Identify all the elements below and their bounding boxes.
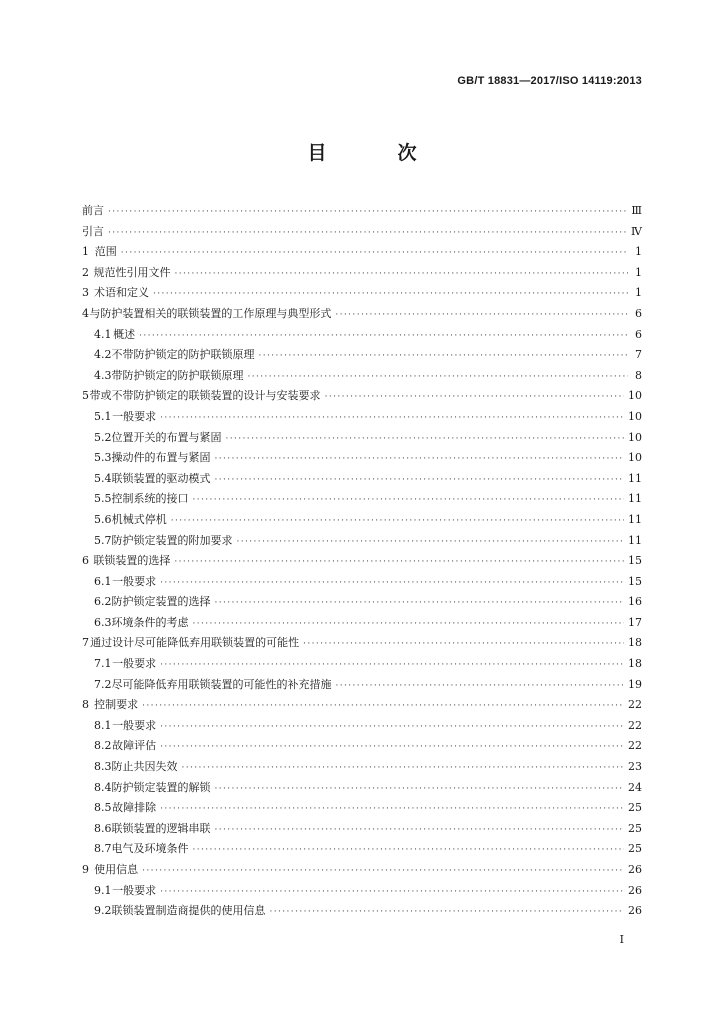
toc-entry-label: 联锁装置的驱动模式 [111,471,211,485]
toc-entry-page: 1 [635,245,642,259]
toc-dot-leader [160,573,624,594]
toc-dot-leader [139,326,628,347]
toc-entry-number: 9 [82,863,89,876]
toc-entry-number: 2 [82,265,89,279]
toc-entry-page: 11 [628,533,642,547]
toc-entry-page: 26 [628,863,642,876]
toc-dot-leader [108,223,627,244]
toc-entry-number: 8.3 [94,760,112,774]
toc-entry[interactable] [82,325,642,346]
toc-entry-page: Ⅲ [631,204,642,217]
toc-entry[interactable] [82,469,642,490]
toc-dot-leader [226,429,625,450]
toc-entry-number: 6.1 [94,574,112,588]
toc-dot-leader [121,243,628,264]
toc-entry-page: 22 [628,698,642,712]
toc-entry-number: 7 [82,636,89,650]
toc-dot-leader [193,490,625,511]
toc-entry-page: 19 [628,677,642,691]
toc-entry[interactable] [82,386,642,407]
toc-entry-label: 尽可能降低弃用联锁装置的可能性的补充措施 [111,677,332,691]
toc-entry-number: 1 [82,245,89,259]
toc-entry-page: 10 [628,389,642,403]
toc-entry[interactable] [82,901,642,922]
toc-entry-page: 10 [628,430,642,444]
toc-entry-label: 带或不带防护锁定的联锁装置的设计与安装要求 [89,389,321,403]
toc-entry-label: 故障评估 [112,739,157,753]
toc-entry-page: 25 [628,821,642,835]
toc-entry-page: 6 [635,327,642,341]
toc-entry-page: 26 [628,883,642,897]
toc-entry-page: 10 [628,451,642,465]
toc-entry-label: 一般要求 [112,718,157,732]
toc-entry[interactable] [82,366,642,387]
toc-entry[interactable] [82,592,642,613]
toc-dot-leader [335,305,628,326]
toc-entry-number: 6 [82,554,89,568]
toc-entry-label: 防护锁定装置的选择 [111,595,211,609]
toc-entry-label: 引言 [82,224,104,238]
toc-entry-page: 18 [628,636,642,650]
toc-dot-leader [160,737,624,758]
toc-entry-label: 带防护锁定的防护联锁原理 [111,368,244,382]
toc-entry-label: 与防护装置相关的联锁装置的工作原理与典型形式 [89,306,332,320]
toc-dot-leader [215,470,625,491]
toc-entry-label: 概述 [113,327,136,341]
toc-dot-leader [182,758,625,779]
toc-dot-leader [303,634,624,655]
toc-entry-page: 24 [628,780,642,794]
toc-dot-leader [259,346,629,367]
toc-entry[interactable] [82,345,642,366]
toc-entry-page: 15 [628,554,642,568]
toc-dot-leader [160,717,624,738]
toc-entry-label: 操动件的布置与紧固 [111,451,211,465]
toc-entry-number: 5.2 [94,430,112,444]
toc-entry-label: 一般要求 [112,574,157,588]
toc-title: 目 次 [307,142,443,164]
toc-entry-label: 术语和定义 [93,286,149,300]
toc-entry[interactable] [82,736,642,757]
toc-entry-page: 25 [628,842,642,856]
toc-entry-page: 15 [628,574,642,588]
toc-entry-label: 规范性引用文件 [93,265,171,279]
toc-entry[interactable] [82,839,642,860]
toc-entry-page: 10 [628,409,642,423]
toc-entry-number: 7.1 [94,657,112,671]
toc-entry[interactable] [82,242,642,263]
toc-entry-label: 联锁装置的逻辑串联 [111,821,211,835]
toc-dot-leader [174,552,624,573]
toc-entry[interactable] [82,304,642,325]
toc-entry-label: 控制要求 [94,698,139,712]
toc-entry-label: 机械式停机 [111,512,167,526]
toc-entry[interactable] [82,716,642,737]
toc-dot-leader [215,820,625,841]
toc-entry-page: 1 [635,286,642,300]
toc-entry-number: 9.2 [94,904,112,918]
toc-entry-number: 8.6 [94,821,112,835]
toc-entry-number: 8.1 [94,718,112,732]
toc-entry-page: 25 [628,801,642,815]
toc-entry-number: 8.5 [94,801,112,815]
toc-entry-label: 前言 [82,204,104,217]
toc-dot-leader [193,840,625,861]
toc-entry-page: 6 [635,306,642,320]
toc-entry[interactable] [82,675,642,696]
toc-entry[interactable] [82,572,642,593]
toc-entry-page: 26 [628,904,642,918]
toc-entry[interactable] [82,428,642,449]
toc-entry[interactable] [82,222,642,243]
page-number: I [619,933,624,946]
toc-entry-page: 22 [628,739,642,753]
toc-entry-label: 位置开关的布置与紧固 [111,430,222,444]
toc-dot-leader [193,614,625,635]
toc-entry-number: 7.2 [94,677,112,691]
toc-entry-page: 16 [628,595,642,609]
toc-entry[interactable] [82,510,642,531]
toc-entry[interactable] [82,695,642,716]
toc-entry-label: 范围 [94,245,117,259]
toc-dot-leader [171,511,624,532]
toc-entry-label: 防护锁定装置的解锁 [111,780,211,794]
toc-entry[interactable] [82,860,642,881]
toc-entry-page: 7 [635,348,642,362]
toc-entry-page: 17 [628,615,642,629]
toc-entry-label: 防止共因失效 [111,760,178,774]
toc-entry-number: 5.1 [94,409,112,423]
toc-dot-leader [215,449,625,470]
toc-entry-number: 4.1 [94,327,112,341]
toc-entry-number: 8 [82,698,89,712]
toc-entry-page: Ⅳ [631,224,642,238]
toc-entry-page: 8 [635,368,642,382]
toc-entry-number: 6.2 [94,595,112,609]
toc-entry-number: 4 [82,306,89,320]
toc-dot-leader [142,861,624,882]
toc-dot-leader [174,264,628,285]
standard-code-header: GB/T 18831—2017/ISO 14119:2013 [457,75,642,87]
toc-dot-leader [237,532,625,553]
toc-entry-number: 8.4 [94,780,112,794]
toc-entry-page: 11 [628,512,642,526]
toc-entry-page: 1 [635,265,642,279]
toc-entry-number: 4.2 [94,348,112,362]
toc-entry[interactable] [82,283,642,304]
toc-entry-label: 不带防护锁定的防护联锁原理 [111,348,255,362]
toc-dot-leader [108,202,627,223]
toc-entry-label: 联锁装置的选择 [93,554,171,568]
toc-entry[interactable] [82,633,642,654]
toc-dot-leader [160,408,624,429]
toc-entry-number: 5.4 [94,471,112,485]
toc-entry-number: 5.6 [94,512,112,526]
toc-entry-page: 18 [628,657,642,671]
toc-entry-number: 8.2 [94,739,112,753]
toc-dot-leader [160,882,624,903]
toc-dot-leader [248,367,629,388]
toc-dot-leader [160,799,624,820]
toc-entry-number: 4.3 [94,368,112,382]
toc-entry[interactable] [82,201,642,222]
toc-entry-label: 控制系统的接口 [111,492,189,506]
toc-entry[interactable] [82,531,642,552]
toc-dot-leader [215,779,625,800]
toc-entry-label: 环境条件的考虑 [111,615,189,629]
toc-entry-label: 通过设计尽可能降低弃用联锁装置的可能性 [90,636,300,650]
toc-dot-leader [270,902,625,923]
toc-entry[interactable] [82,613,642,634]
toc-dot-leader [325,387,624,408]
toc-entry-number: 5.3 [94,451,112,465]
toc-entry[interactable] [82,778,642,799]
toc-entry-page: 11 [628,471,642,485]
toc-entry-label: 使用信息 [94,863,139,876]
table-of-contents [82,201,642,922]
toc-entry-page: 22 [628,718,642,732]
toc-entry[interactable] [82,263,642,284]
toc-dot-leader [142,696,624,717]
toc-entry-label: 一般要求 [112,883,157,897]
toc-entry-number: 5 [82,389,89,403]
toc-entry[interactable] [82,489,642,510]
toc-entry-label: 联锁装置制造商提供的使用信息 [111,904,266,918]
toc-dot-leader [336,676,625,697]
toc-entry-label: 防护锁定装置的附加要求 [111,533,233,547]
toc-entry-number: 8.7 [94,842,112,856]
toc-entry[interactable] [82,881,642,902]
toc-dot-leader [153,284,628,305]
toc-entry-label: 一般要求 [112,657,157,671]
toc-entry-number: 5.7 [94,533,112,547]
toc-entry-number: 6.3 [94,615,112,629]
toc-entry-number: 5.5 [94,492,112,506]
toc-entry-number: 9.1 [94,883,112,897]
toc-entry[interactable] [82,757,642,778]
toc-entry-page: 11 [628,492,642,506]
toc-entry-number: 3 [82,286,89,300]
toc-entry-label: 电气及环境条件 [111,842,189,856]
toc-entry-label: 一般要求 [112,409,157,423]
toc-entry[interactable] [82,551,642,572]
toc-entry-label: 故障排除 [112,801,157,815]
toc-entry[interactable] [82,654,642,675]
toc-entry-page: 23 [628,760,642,774]
toc-entry[interactable] [82,798,642,819]
toc-dot-leader [160,655,624,676]
toc-entry[interactable] [82,407,642,428]
toc-dot-leader [215,593,625,614]
toc-entry[interactable] [82,819,642,840]
toc-entry[interactable] [82,448,642,469]
